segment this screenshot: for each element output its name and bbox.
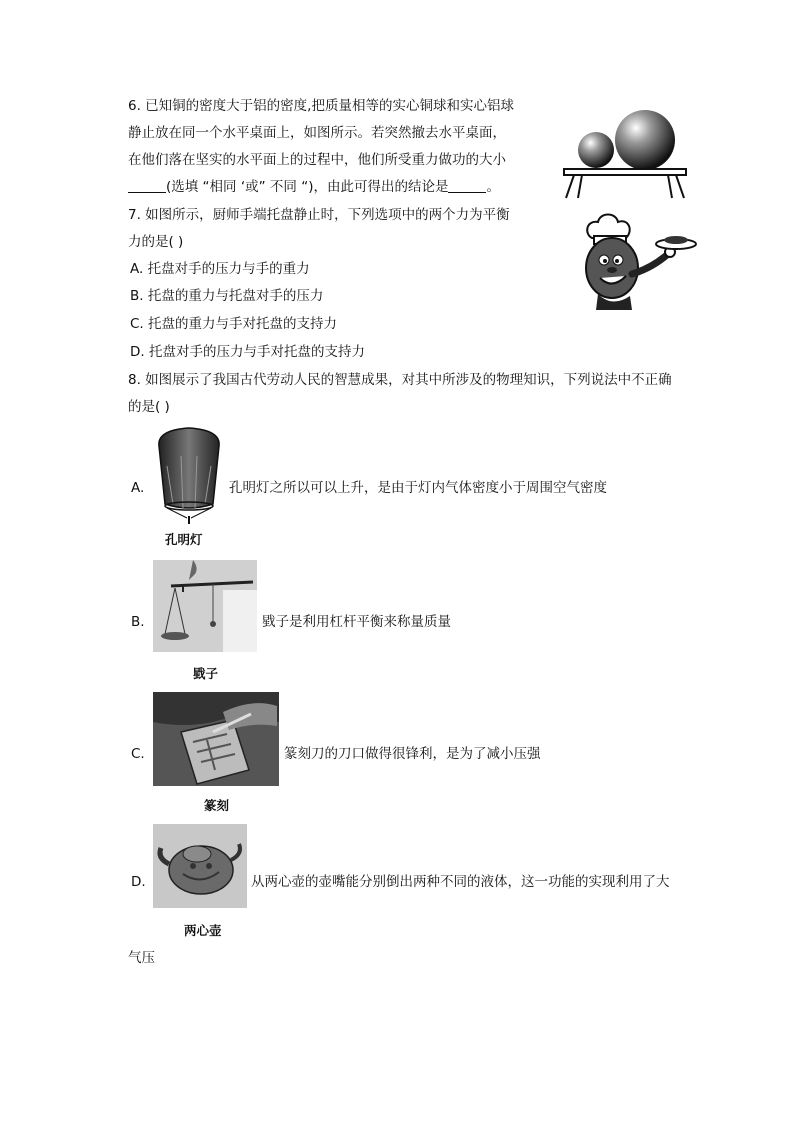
q8-line-2: 的是( ) (128, 399, 170, 415)
q6-line-4-mid: (选填 “相同 ‘或” 不同 “)，由此可得出的结论是 (166, 179, 449, 195)
aluminum-ball (615, 110, 675, 170)
two-heart-teapot-photo (153, 824, 247, 908)
q6-line-4-end: 。 (486, 179, 500, 195)
q8-option-a-caption: 孔明灯 (165, 532, 203, 547)
q6-line-2: 静止放在同一个水平桌面上，如图所示。若突然撤去水平桌面， (128, 125, 506, 141)
q7-option-b: B. 托盘的重力与托盘对手的压力 (130, 288, 324, 304)
q7-option-c: C. 托盘的重力与手对托盘的支持力 (130, 316, 338, 332)
q7-option-a: A. 托盘对手的压力与手的重力 (130, 261, 310, 277)
copper-ball (578, 132, 614, 168)
q8-option-a-text: 孔明灯之所以可以上升，是由于灯内气体密度小于周围空气密度 (229, 480, 607, 496)
q8-option-c-caption: 篆刻 (204, 798, 230, 813)
q8-option-b-caption: 戥子 (193, 666, 219, 681)
q7-line-1: 7. 如图所示，厨师手端托盘静止时，下列选项中的两个力为平衡 (128, 207, 510, 223)
q6-line-1: 6. 已知铜的密度大于铝的密度,把质量相等的实心铜球和实心铝球 (128, 98, 514, 114)
seal-carving-photo (153, 692, 279, 786)
q6-line-4 (128, 177, 500, 197)
chef-holding-tray-figure (580, 210, 700, 310)
q8-option-d-caption: 两心壶 (184, 923, 222, 938)
q8-option-d-letter: D. (131, 874, 146, 890)
table-top (564, 169, 686, 175)
q8-option-d-tail: 气压 (128, 950, 155, 966)
q7-line-2: 力的是( ) (128, 234, 184, 250)
steelyard-scale-photo (153, 560, 257, 652)
q8-option-d-text: 从两心壶的壶嘴能分别倒出两种不同的液体，这一功能的实现利用了大 (251, 874, 670, 890)
q8-option-a-letter: A. (131, 480, 145, 496)
q8-option-b-letter: B. (131, 614, 145, 630)
q8-option-c-text: 篆刻刀的刀口做得很锋利，是为了减小压强 (284, 746, 541, 762)
answer-blank-2 (448, 178, 486, 193)
q8-line-1: 8. 如图展示了我国古代劳动人民的智慧成果，对其中所涉及的物理知识，下列说法中不正确 (128, 372, 672, 388)
answer-blank-1 (128, 178, 166, 193)
q6-line-3: 在他们落在坚实的水平面上的过程中，他们所受重力做功的大小 (128, 152, 506, 168)
balls-on-table-figure (560, 104, 690, 200)
q7-option-d: D. 托盘对手的压力与手对托盘的支持力 (130, 344, 365, 360)
q8-option-b-text: 戥子是利用杠杆平衡来称量质量 (262, 614, 451, 630)
sky-lantern-photo (153, 426, 225, 526)
q8-option-c-letter: C. (131, 746, 145, 762)
